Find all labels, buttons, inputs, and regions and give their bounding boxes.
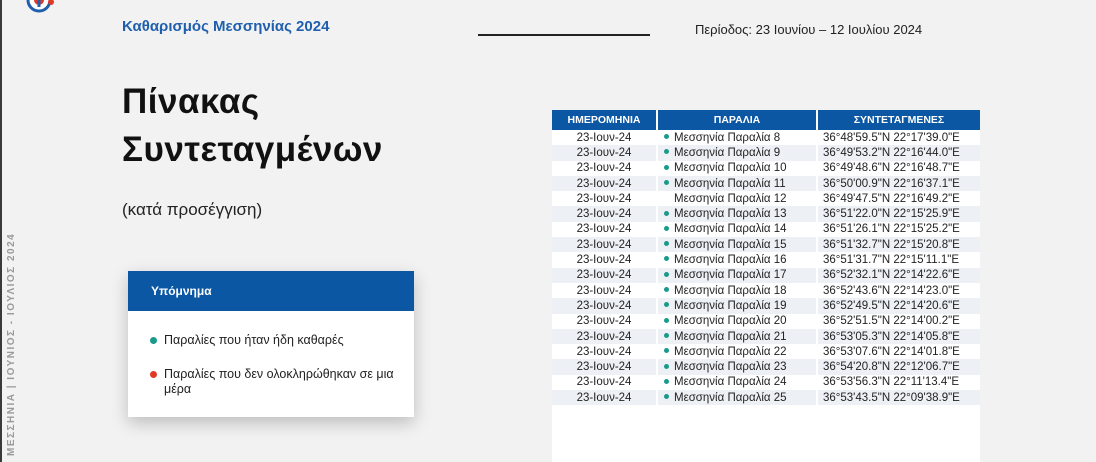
page-subtitle: (κατά προσέγγιση)	[122, 200, 263, 219]
cell-coordinates: 36°53'05.3"N 22°14'05.8"E	[817, 329, 980, 344]
status-dot-icon	[664, 165, 669, 170]
cell-beach	[657, 252, 817, 267]
cell-coordinates: 36°53'43.5"N 22°09'38.9"E	[817, 390, 980, 405]
cell-beach	[657, 237, 817, 252]
beach-name: Μεσσηνία Παραλία 15	[674, 238, 787, 251]
cell-date: 23-Ιουν-24	[552, 283, 657, 298]
table-row	[552, 222, 980, 237]
cell-date: 23-Ιουν-24	[552, 375, 657, 390]
beach-name: Μεσσηνία Παραλία 10	[674, 162, 787, 175]
red-dot-icon	[150, 371, 157, 378]
cell-coordinates: 36°53'56.3"N 22°11'13.4"E	[817, 375, 980, 390]
cell-date: 23-Ιουν-24	[552, 130, 657, 145]
cell-date: 23-Ιουν-24	[552, 298, 657, 313]
beach-name: Μεσσηνία Παραλία 24	[674, 376, 787, 389]
beach-name: Μεσσηνία Παραλία 20	[674, 315, 787, 328]
status-dot-icon	[664, 134, 669, 139]
column-header-coordinates: ΣΥΝΤΕΤΑΓΜΕΝΕΣ	[817, 110, 980, 130]
cell-date: 23-Ιουν-24	[552, 237, 657, 252]
cell-beach	[657, 329, 817, 344]
cell-date: 23-Ιουν-24	[552, 206, 657, 221]
table-row	[552, 283, 980, 298]
cell-coordinates: 36°53'07.6"N 22°14'01.8"E	[817, 344, 980, 359]
table-row	[552, 344, 980, 359]
cell-coordinates: 36°52'51.5"N 22°14'00.2"E	[817, 314, 980, 329]
logo-icon	[26, 0, 56, 16]
cell-beach	[657, 222, 817, 237]
cell-coordinates: 36°49'48.6"N 22°16'48.7"E	[817, 161, 980, 176]
beach-name: Μεσσηνία Παραλία 19	[674, 299, 787, 312]
beach-name: Μεσσηνία Παραλία 12	[674, 192, 787, 205]
beach-name: Μεσσηνία Παραλία 21	[674, 330, 787, 343]
cell-beach	[657, 130, 817, 145]
status-dot-icon	[664, 226, 669, 231]
beach-name: Μεσσηνία Παραλία 9	[674, 146, 781, 159]
status-dot-icon	[664, 287, 669, 292]
cell-date: 23-Ιουν-24	[552, 176, 657, 191]
cell-date: 23-Ιουν-24	[552, 314, 657, 329]
beach-name: Μεσσηνία Παραλία 22	[674, 345, 787, 358]
beach-name: Μεσσηνία Παραλία 16	[674, 254, 787, 267]
cell-beach	[657, 206, 817, 221]
table-row	[552, 130, 980, 145]
left-border	[0, 0, 2, 462]
coordinates-table	[552, 110, 980, 462]
status-dot-icon	[664, 318, 669, 323]
status-dot-icon	[664, 241, 669, 246]
table-row	[552, 176, 980, 191]
cell-coordinates: 36°52'43.6"N 22°14'23.0"E	[817, 283, 980, 298]
status-dot-icon	[664, 256, 669, 261]
cell-beach	[657, 314, 817, 329]
cell-coordinates: 36°52'32.1"N 22°14'22.6"E	[817, 268, 980, 283]
status-dot-icon	[664, 379, 669, 384]
cell-beach	[657, 298, 817, 313]
table-row	[552, 268, 980, 283]
column-header-date: ΗΜΕΡΟΜΗΝΙΑ	[552, 110, 657, 130]
legend-item-label: Παραλίες που δεν ολοκληρώθηκαν σε μια μέρα	[164, 367, 394, 396]
table-row	[552, 252, 980, 267]
table-row	[552, 314, 980, 329]
legend-card	[128, 271, 414, 417]
legend-item-incomplete	[164, 367, 400, 397]
legend-title: Υπόμνημα	[128, 271, 414, 311]
side-vertical-label: ΜΕΣΣΗΝΙΑ | ΙΟΥΝΙΟΣ - ΙΟΥΛΙΟΣ 2024	[6, 232, 17, 456]
cell-beach	[657, 390, 817, 405]
status-dot-icon	[664, 211, 669, 216]
column-header-beach: ΠΑΡΑΛΙΑ	[657, 110, 817, 130]
cell-date: 23-Ιουν-24	[552, 252, 657, 267]
table-row	[552, 329, 980, 344]
status-dot-icon	[664, 272, 669, 277]
table-row	[552, 145, 980, 160]
legend-item-label: Παραλίες που ήταν ήδη καθαρές	[164, 333, 344, 347]
status-dot-icon	[664, 149, 669, 154]
cell-date: 23-Ιουν-24	[552, 161, 657, 176]
cell-beach	[657, 176, 817, 191]
cell-beach	[657, 191, 817, 206]
table-row	[552, 161, 980, 176]
beach-name: Μεσσηνία Παραλία 23	[674, 361, 787, 374]
status-dot-icon	[664, 195, 669, 200]
cell-date: 23-Ιουν-24	[552, 329, 657, 344]
status-dot-icon	[664, 302, 669, 307]
beach-name: Μεσσηνία Παραλία 17	[674, 269, 787, 282]
table-row	[552, 390, 980, 405]
table-row	[552, 375, 980, 390]
table-row	[552, 298, 980, 313]
table-row	[552, 206, 980, 221]
beach-name: Μεσσηνία Παραλία 8	[674, 131, 781, 144]
cell-beach	[657, 344, 817, 359]
beach-name: Μεσσηνία Παραλία 11	[674, 177, 786, 190]
page-title-line1: Πίνακας	[122, 82, 260, 121]
cell-coordinates: 36°50'00.9"N 22°16'37.1"E	[817, 176, 980, 191]
status-dot-icon	[664, 364, 669, 369]
cell-beach	[657, 161, 817, 176]
status-dot-icon	[664, 333, 669, 338]
cell-coordinates: 36°51'32.7"N 22°15'20.8"E	[817, 237, 980, 252]
cell-coordinates: 36°51'31.7"N 22°15'11.1"E	[817, 252, 980, 267]
cell-date: 23-Ιουν-24	[552, 344, 657, 359]
cell-coordinates: 36°49'53.2"N 22°16'44.0"E	[817, 145, 980, 160]
cell-coordinates: 36°54'20.8"N 22°12'06.7"E	[817, 359, 980, 374]
header-title: Καθαρισμός Μεσσηνίας 2024	[122, 18, 330, 35]
cell-date: 23-Ιουν-24	[552, 191, 657, 206]
cell-date: 23-Ιουν-24	[552, 390, 657, 405]
period-label: Περίοδος: 23 Ιουνίου – 12 Ιουλίου 2024	[695, 22, 923, 37]
cell-coordinates: 36°52'49.5"N 22°14'20.6"E	[817, 298, 980, 313]
cell-beach	[657, 359, 817, 374]
beach-name: Μεσσηνία Παραλία 18	[674, 284, 787, 297]
cell-date: 23-Ιουν-24	[552, 359, 657, 374]
cell-coordinates: 36°51'22.0"N 22°15'25.9"E	[817, 206, 980, 221]
status-dot-icon	[664, 348, 669, 353]
cell-date: 23-Ιουν-24	[552, 268, 657, 283]
status-dot-icon	[664, 394, 669, 399]
status-dot-icon	[664, 180, 669, 185]
legend-item-clean	[164, 333, 400, 348]
cell-date: 23-Ιουν-24	[552, 222, 657, 237]
beach-name: Μεσσηνία Παραλία 13	[674, 208, 787, 221]
cell-coordinates: 36°48'59.5"N 22°17'39.0"E	[817, 130, 980, 145]
cell-beach	[657, 283, 817, 298]
header-divider	[478, 34, 650, 36]
teal-dot-icon	[150, 337, 157, 344]
table-row	[552, 237, 980, 252]
table-header-row	[552, 110, 980, 130]
cell-beach	[657, 268, 817, 283]
beach-name: Μεσσηνία Παραλία 25	[674, 391, 787, 404]
cell-date: 23-Ιουν-24	[552, 145, 657, 160]
cell-beach	[657, 145, 817, 160]
page-title-line2: Συντεταγμένων	[122, 130, 383, 169]
cell-coordinates: 36°49'47.5"N 22°16'49.2"E	[817, 191, 980, 206]
beach-name: Μεσσηνία Παραλία 14	[674, 223, 787, 236]
cell-beach	[657, 375, 817, 390]
table-row	[552, 359, 980, 374]
page-title	[122, 78, 383, 174]
table-row	[552, 191, 980, 206]
cell-coordinates: 36°51'26.1"N 22°15'25.2"E	[817, 222, 980, 237]
